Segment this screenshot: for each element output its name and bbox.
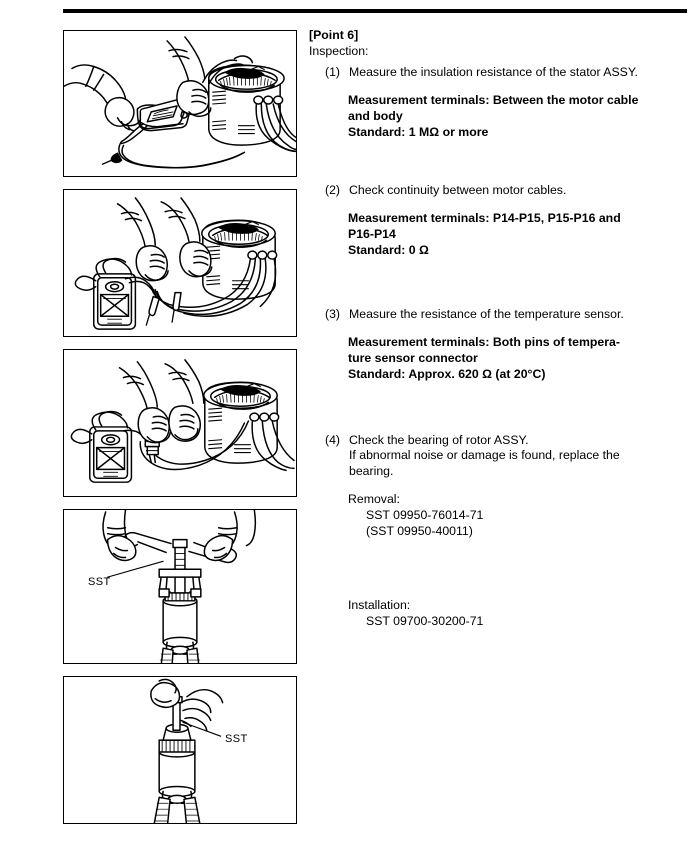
step-3-spec-line-1: Measurement terminals: Both pins of tempera- [348, 334, 620, 349]
step-3-spec-line-3: Standard: Approx. 620 Ω (at 20°C) [348, 366, 546, 381]
step-2-number: (2) [325, 183, 341, 198]
instruction-column [309, 28, 689, 630]
bearing-driver-illustration [64, 677, 296, 823]
installation-sst: SST 09700-30200-71 [366, 613, 484, 628]
page-top-rule [63, 9, 687, 13]
step-2-spec-line-3: Standard: 0 Ω [348, 242, 429, 257]
step-1-number: (1) [325, 65, 341, 80]
step-1-spec [348, 93, 689, 141]
figure-bearing-removal-puller [63, 509, 297, 664]
inspection-heading: Inspection: [309, 43, 369, 58]
step-2 [309, 183, 689, 259]
removal-sst-alternate: (SST 09950-40011) [366, 523, 473, 538]
step-2-spec-line-2: P16-P14 [348, 226, 396, 241]
step-4-text: Check the bearing of rotor ASSY. [349, 432, 529, 447]
installation-label: Installation: [348, 597, 411, 612]
figure-bearing-installation-driver [63, 676, 297, 824]
step-2-spec [348, 211, 689, 259]
removal-block [348, 492, 689, 540]
step-3-number: (3) [325, 306, 341, 321]
installation-block [348, 598, 689, 630]
step-1 [309, 65, 689, 141]
insulation-test-illustration [64, 31, 296, 176]
step-1-spec-line-1: Measurement terminals: Between the motor cable [348, 93, 639, 108]
removal-label: Removal: [348, 491, 400, 506]
step-3-spec-line-2: ture sensor connector [348, 350, 478, 365]
step-1-text: Measure the insulation resistance of the stator ASSY. [349, 65, 638, 80]
removal-sst-primary: SST 09950-76014-71 [366, 507, 484, 522]
step-4-number: (4) [325, 432, 341, 447]
sst-callout-label-installation: SST [225, 733, 248, 745]
continuity-test-illustration [64, 190, 296, 336]
step-2-text: Check continuity between motor cables. [349, 183, 567, 198]
temperature-sensor-test-illustration [64, 350, 296, 496]
step-3-text: Measure the resistance of the temperature sensor. [349, 306, 624, 321]
step-4-text-line-2: If abnormal noise or damage is found, replace the [349, 448, 620, 463]
step-4 [309, 433, 689, 540]
sst-callout-label-removal: SST [88, 576, 111, 588]
step-3 [309, 307, 689, 383]
step-1-spec-line-3: Standard: 1 MΩ or more [348, 125, 489, 140]
step-1-spec-line-2: and body [348, 109, 403, 124]
figure-motor-cable-continuity-test [63, 189, 297, 337]
step-3-spec [348, 335, 689, 383]
step-4-text-line-3: bearing. [349, 464, 394, 478]
figure-column [63, 30, 297, 836]
figure-insulation-resistance-test [63, 30, 297, 177]
point-heading: [Point 6] [309, 28, 359, 42]
step-2-spec-line-1: Measurement terminals: P14-P15, P15-P16 and [348, 210, 621, 225]
figure-temperature-sensor-resistance-test [63, 349, 297, 497]
